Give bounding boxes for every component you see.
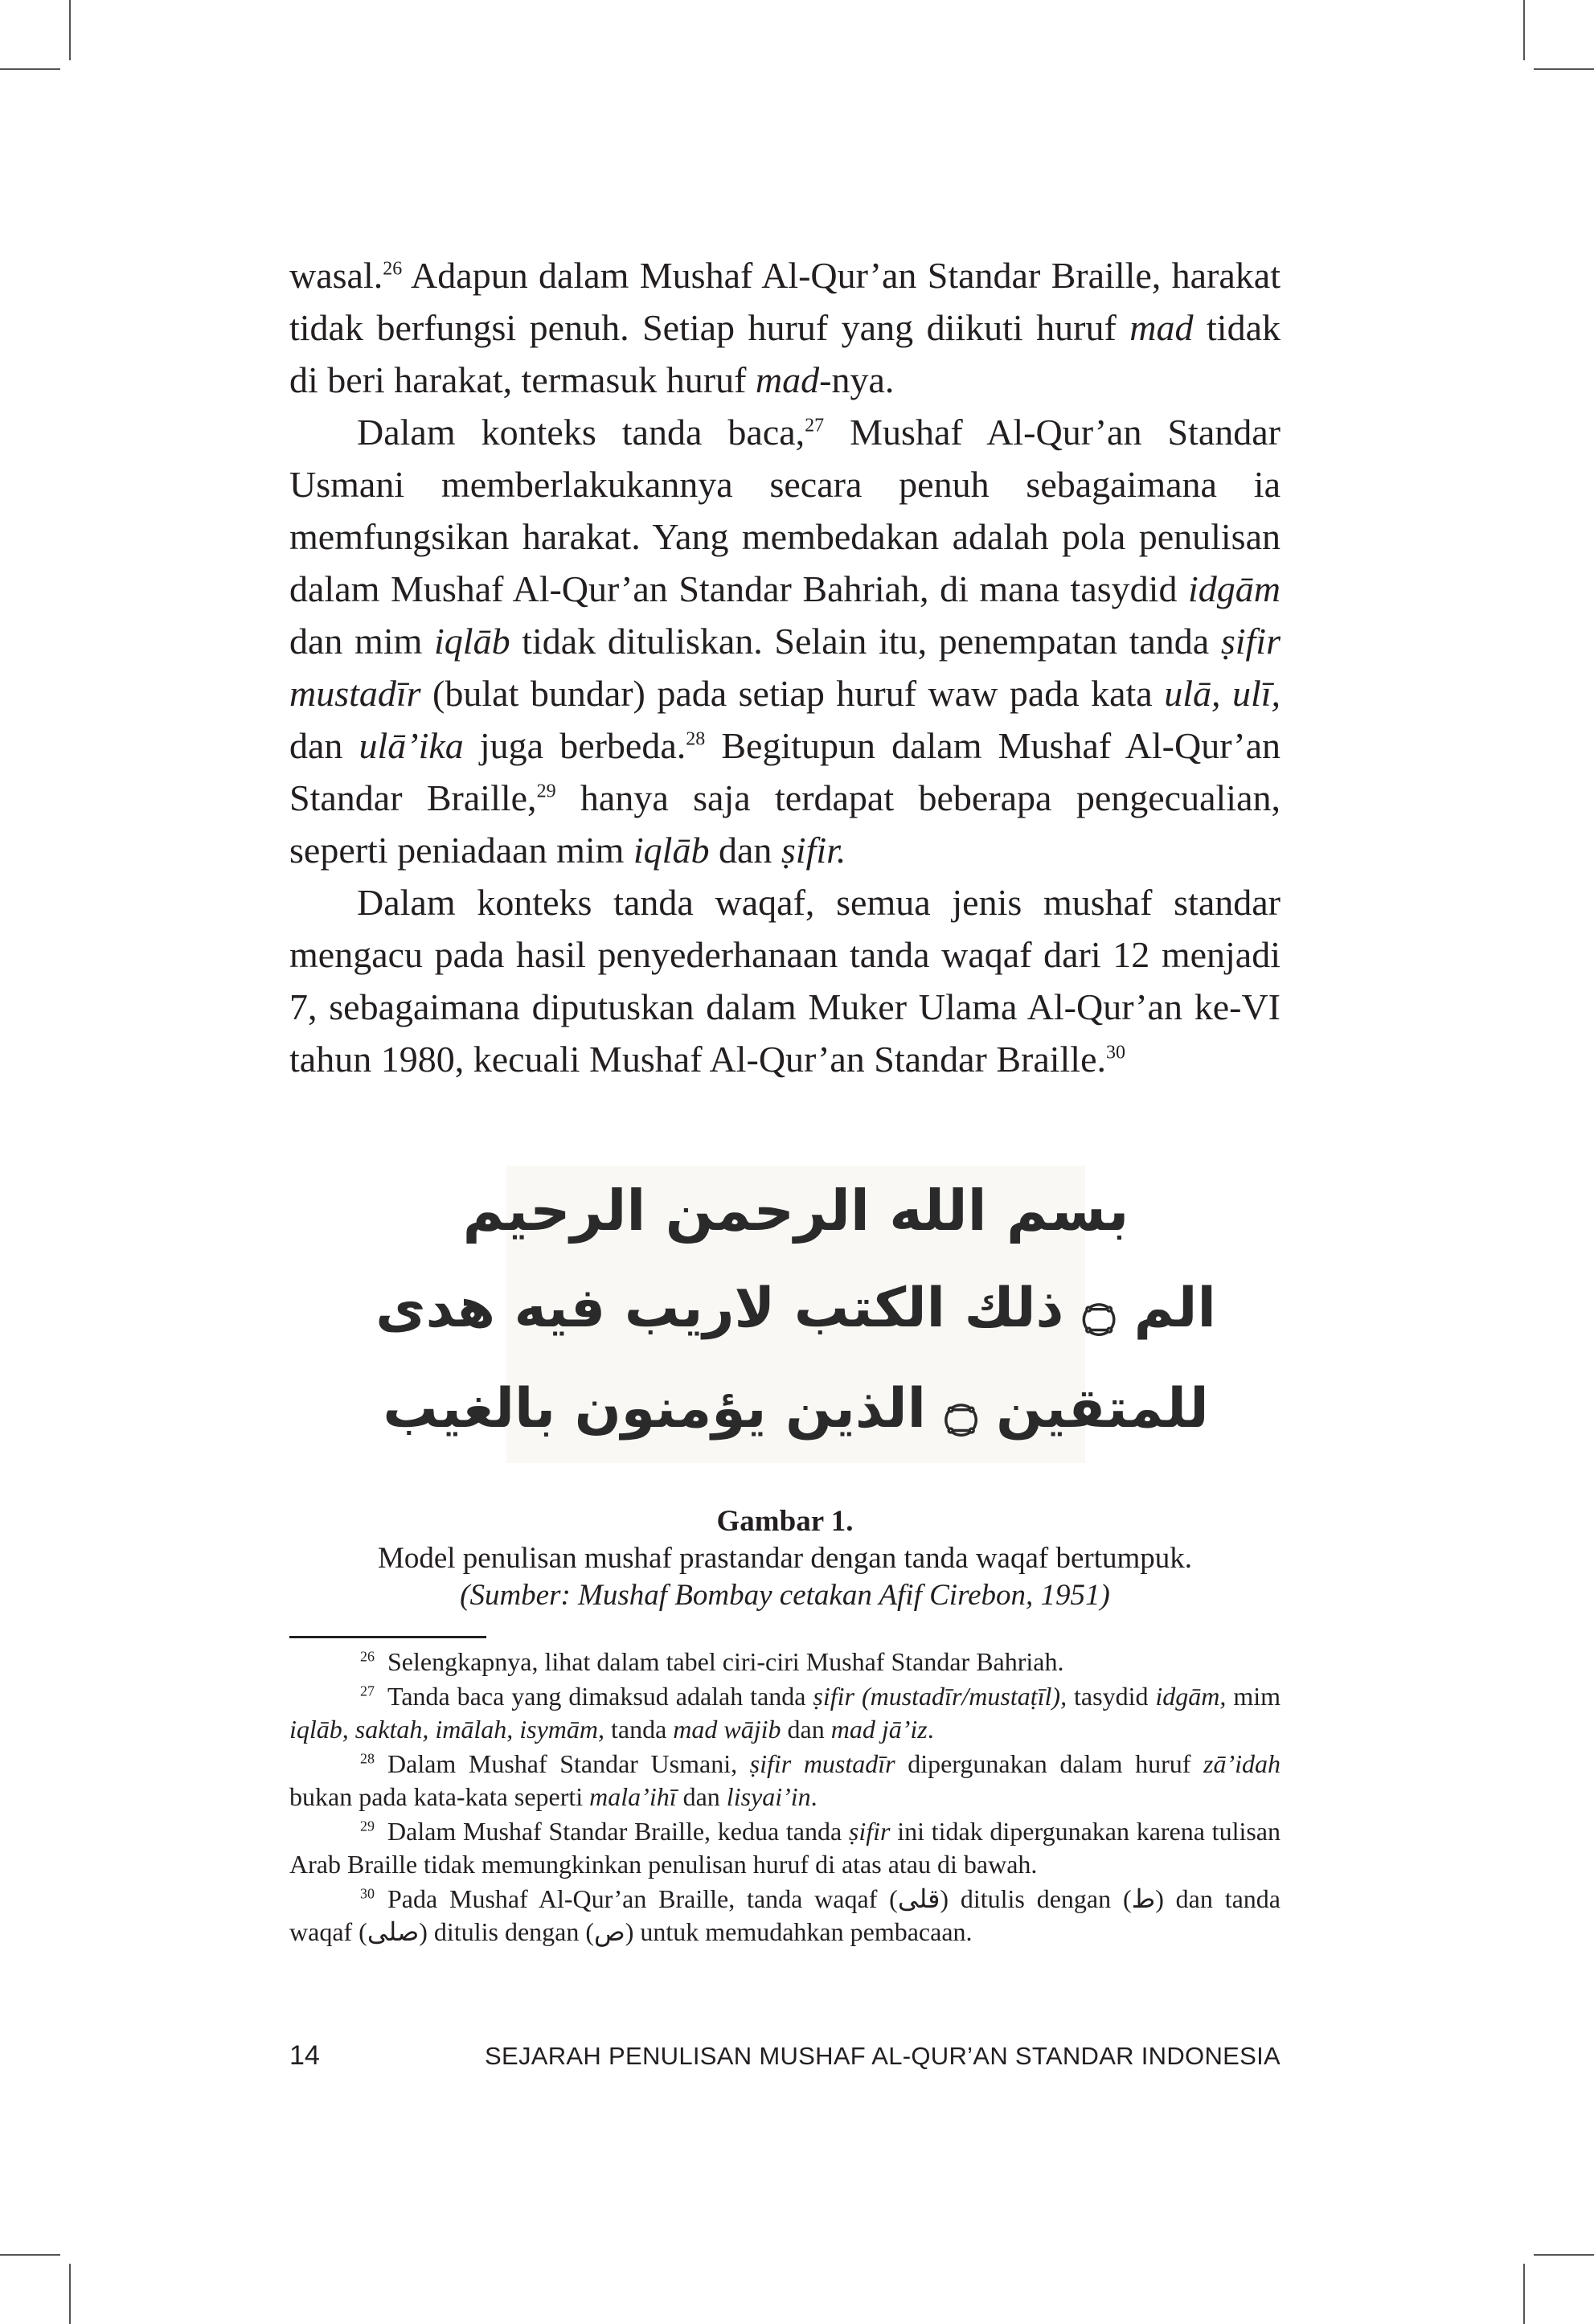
- italic-term: iqlāb, saktah, imālah, isymām,: [289, 1715, 604, 1744]
- footnote: [289, 1883, 1281, 1949]
- italic-term: idgām,: [1155, 1682, 1227, 1711]
- crop-mark: [1534, 68, 1594, 70]
- crop-mark: [1523, 0, 1525, 60]
- italic-term: mad jā’iz: [830, 1715, 928, 1744]
- crop-mark: [0, 68, 60, 70]
- crop-mark: [69, 2264, 71, 2324]
- text-run: mim: [1226, 1682, 1281, 1711]
- italic-term: ṣifir.: [781, 830, 846, 871]
- footnote-ref: 26: [383, 258, 403, 280]
- footnote: [289, 1748, 1281, 1814]
- text-run: dan mim: [289, 621, 435, 662]
- figure-title: Gambar 1.: [716, 1505, 854, 1538]
- arabic-line-1: بسم الله الرحمن الرحيم: [462, 1178, 1129, 1244]
- paragraph: [289, 249, 1281, 406]
- figure-source: (Sumber: Mushaf Bombay cetakan Afif Cirebon, 1951): [460, 1579, 1110, 1612]
- text-run: Begitupun dalam Mushaf Al-Qur’an Standar Braille,: [289, 725, 1281, 818]
- footnote: [289, 1680, 1281, 1746]
- text-run: .: [810, 1782, 817, 1811]
- figure-description: Model penulisan mushaf prastandar dengan tanda waqaf bertumpuk.: [377, 1542, 1193, 1575]
- footnote-ref: 27: [805, 415, 825, 437]
- page-number: 14: [289, 2040, 320, 2071]
- footnote: [289, 1815, 1281, 1881]
- text-run: Dalam Mushaf Standar Braille, kedua tanda: [387, 1817, 849, 1846]
- italic-term: ṣifir (mustadīr/mustaṭīl),: [813, 1682, 1067, 1711]
- text-run: dan: [709, 830, 781, 871]
- footnote-number: 26: [360, 1648, 375, 1665]
- text-run: dan: [289, 725, 359, 766]
- text-run: Adapun dalam Mushaf Al-Qur’an Standar Braille, harakat tidak berfungsi penuh. Setiap huruf yang diikuti huruf: [289, 255, 1281, 348]
- text-run: Mushaf Al-Qur’an Standar Usmani memberlakukannya secara penuh sebagaimana ia memfungsikan harakat. Yang membedakan adalah pola penulisan dalam Mushaf Al-Qur’an Standar Bahriah, di mana tasydid: [289, 412, 1281, 609]
- text-run: Dalam Mushaf Standar Usmani,: [387, 1749, 750, 1778]
- italic-term: mala’ihī: [589, 1782, 677, 1811]
- italic-term: iqlāb: [633, 830, 710, 871]
- italic-term: ulā, ulī,: [1164, 673, 1281, 714]
- footnotes: [289, 1646, 1281, 1950]
- figure-caption: [289, 1503, 1281, 1614]
- italic-term: zā’idah: [1203, 1749, 1281, 1778]
- footnote-rule: [289, 1636, 486, 1638]
- crop-mark: [1534, 2254, 1594, 2256]
- arabic-line-2: الم ۝ ذلك الكتب لاريب فيه هدى: [375, 1277, 1216, 1340]
- text-run: ini tidak dipergunakan karena tulisan Arab Braille tidak memungkinkan penulisan huruf di atas atau di bawah.: [289, 1817, 1281, 1879]
- text-run: .: [927, 1715, 934, 1744]
- text-run: bukan pada kata-kata seperti: [289, 1782, 590, 1811]
- paragraph: [289, 876, 1281, 1085]
- footnote-number: 30: [360, 1885, 375, 1902]
- text-run: -nya.: [819, 359, 895, 400]
- italic-term: ṣifir mustadīr: [289, 621, 1281, 714]
- crop-mark: [69, 0, 71, 60]
- text-run: tasydid: [1067, 1682, 1156, 1711]
- italic-term: lisyai’in: [726, 1782, 811, 1811]
- footnote-ref: 28: [686, 728, 706, 750]
- text-run: (bulat bundar) pada setiap huruf waw pada kata: [420, 673, 1165, 714]
- footnote-number: 28: [360, 1750, 375, 1767]
- text-run: Selengkapnya, lihat dalam tabel ciri-ciri Mushaf Standar Bahriah.: [387, 1647, 1064, 1676]
- italic-term: ṣifir mustadīr: [749, 1749, 895, 1778]
- text-run: dipergunakan dalam huruf: [895, 1749, 1204, 1778]
- italic-term: ulā’ika: [359, 725, 464, 766]
- footnote-number: 29: [360, 1818, 375, 1834]
- text-run: Pada Mushaf Al-Qur’an Braille, tanda waqaf (قلى) ditulis dengan (ط) dan tanda waqaf (صلى) ditulis dengan (ص) untuk memudahkan pembacaan.: [289, 1884, 1281, 1946]
- text-run: Dalam konteks tanda baca,: [357, 412, 805, 453]
- crop-mark: [1523, 2264, 1525, 2324]
- text-run: dan: [676, 1782, 727, 1811]
- running-title: SEJARAH PENULISAN MUSHAF AL-QUR’AN STANDAR INDONESIA: [485, 2042, 1281, 2070]
- text-run: juga berbeda.: [463, 725, 686, 766]
- crop-mark: [0, 2254, 60, 2256]
- text-run: Dalam konteks tanda waqaf, semua jenis mushaf standar mengacu pada hasil penyederhanaan tanda waqaf dari 12 menjadi 7, sebagaimana diputuskan dalam Muker Ulama Al-Qur’an ke-VI tahun 1980, kecuali Mushaf Al-Qur’an Standar Braille.: [289, 882, 1281, 1080]
- italic-term: mad wājib: [673, 1715, 781, 1744]
- footnote: [289, 1646, 1281, 1678]
- italic-term: ṣifir: [848, 1817, 891, 1846]
- text-run: tanda: [604, 1715, 674, 1744]
- footnote-ref: 29: [536, 781, 556, 802]
- italic-term: idgām: [1188, 568, 1281, 609]
- text-run: wasal.: [289, 255, 383, 296]
- italic-term: mad: [1129, 307, 1194, 348]
- text-run: dan: [781, 1715, 831, 1744]
- text-run: hanya saja terdapat beberapa pengecualian, seperti peniadaan mim: [289, 777, 1281, 871]
- mushaf-image: [375, 1166, 1216, 1463]
- arabic-line-3: للمتقين ۝ الذين يؤمنون بالغيب: [383, 1377, 1209, 1441]
- italic-term: mad: [755, 359, 820, 400]
- text-run: tidak dituliskan. Selain itu, penempatan tanda: [510, 621, 1221, 662]
- footnote-number: 27: [360, 1683, 375, 1699]
- text-run: tidak di beri harakat, termasuk huruf: [289, 307, 1281, 400]
- italic-term: iqlāb: [434, 621, 510, 662]
- body-text: [289, 249, 1281, 1085]
- paragraph: [289, 406, 1281, 876]
- text-run: Tanda baca yang dimaksud adalah tanda: [387, 1682, 813, 1711]
- footnote-ref: 30: [1106, 1042, 1125, 1064]
